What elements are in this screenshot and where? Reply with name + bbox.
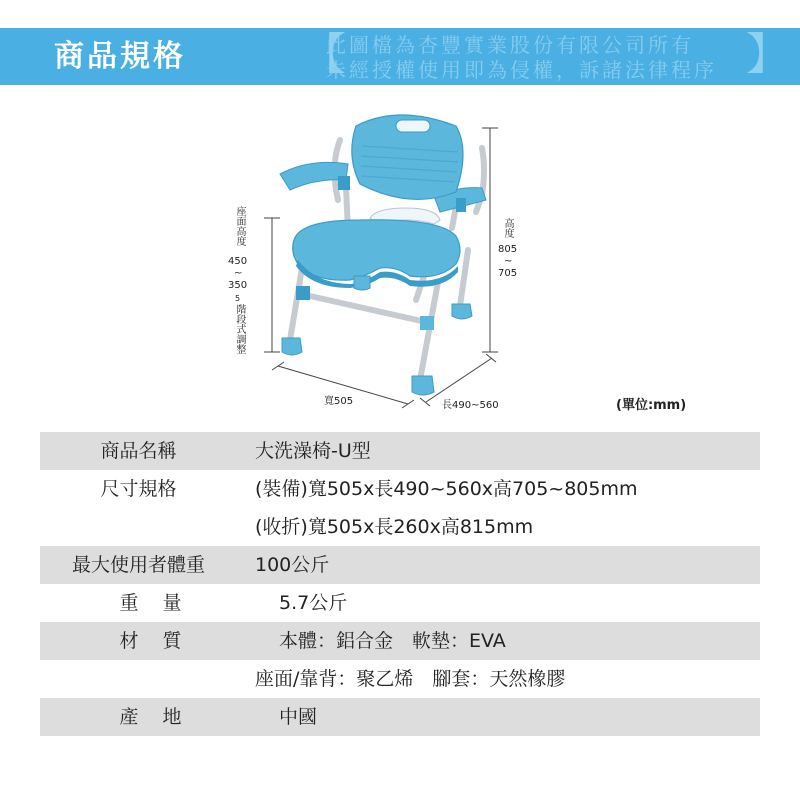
bracket-right-icon: 】	[746, 29, 790, 80]
spec-label: 重量	[119, 592, 206, 614]
spec-value: 座面/靠背：聚乙烯 腳套：天然橡膠	[255, 668, 566, 690]
spec-value: 100公斤	[255, 554, 330, 576]
length-label: 長490~560	[442, 400, 499, 411]
copyright-line-2: 未經授權使用即為侵權，訴諸法律程序	[326, 58, 717, 82]
spec-label: 產地	[119, 706, 206, 728]
spec-value: 本體：鋁合金 軟墊：EVA	[279, 630, 506, 652]
spec-row-weight	[40, 584, 760, 622]
spec-row-material-2	[40, 660, 760, 698]
spec-row-origin	[40, 698, 760, 736]
spec-value-line: (收折)寬505x長260x高815mm	[255, 516, 534, 538]
seat-height-label: 座面高度	[234, 206, 245, 246]
spec-value: 中國	[279, 706, 318, 728]
spec-value-line: (裝備)寬505x長490~560x高705~805mm	[255, 478, 638, 500]
header-banner	[0, 28, 800, 85]
spec-value: 5.7公斤	[279, 592, 348, 614]
seat-height-min: 350	[228, 280, 248, 291]
unit-note: (單位:mm)	[616, 398, 687, 413]
spec-row-max-weight	[40, 546, 760, 584]
section-title: 商品規格	[54, 39, 186, 74]
spec-row-material	[40, 622, 760, 660]
seat-height-steps: 5	[235, 294, 241, 303]
seat-height-max: 450	[228, 256, 248, 267]
spec-table	[40, 432, 760, 736]
spec-label: 材質	[119, 630, 206, 652]
spec-label: 商品名稱	[100, 440, 177, 462]
height-max: 805	[498, 244, 518, 255]
spec-label: 最大使用者體重	[71, 554, 205, 576]
width-label: 寬505	[324, 396, 354, 407]
spec-value	[237, 470, 760, 546]
spec-label	[40, 660, 237, 698]
height-label: 高度	[502, 218, 513, 238]
height-min: 705	[498, 268, 518, 279]
spec-row-size	[40, 470, 760, 546]
spec-value: 大洗澡椅-U型	[255, 440, 371, 462]
copyright-watermark	[302, 29, 790, 82]
spec-label: 尺寸規格	[100, 478, 177, 500]
seat-height-note: 階段式調整	[234, 304, 245, 354]
shower-chair-illustration	[220, 100, 700, 418]
bracket-left-icon: 【	[302, 29, 346, 80]
product-figure	[220, 100, 700, 418]
copyright-line-1: 此圖檔為杏豐實業股份有限公司所有	[326, 33, 694, 57]
seat-height-sep: ~	[234, 268, 243, 279]
height-sep: ~	[504, 256, 513, 267]
spec-row-name	[40, 432, 760, 470]
